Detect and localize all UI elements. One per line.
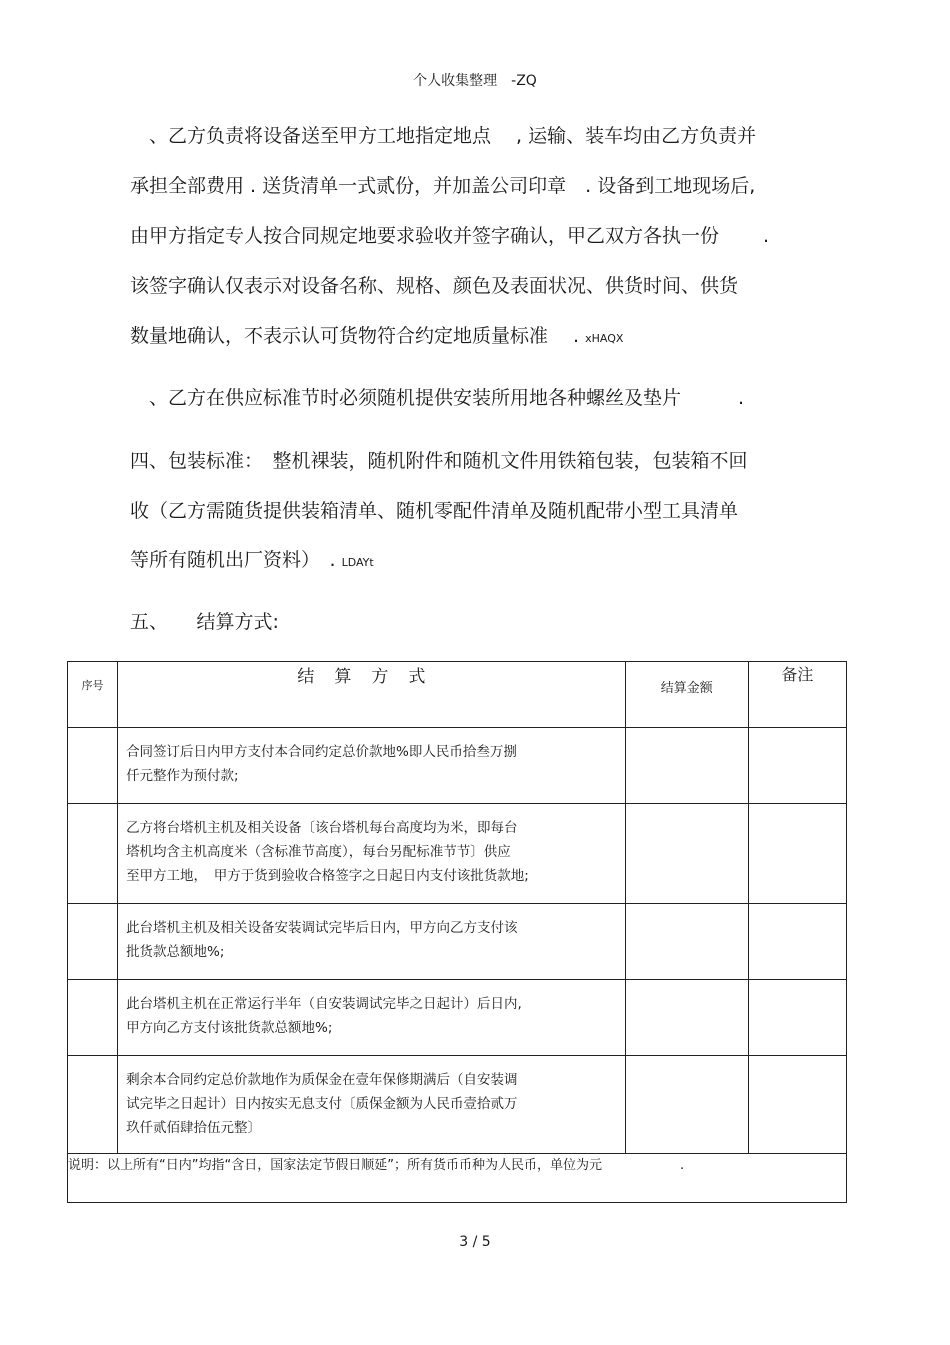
- row-text-line: 合同签订后日内甲方支付本合同约定总价款地%即人民币拾叁万捌: [126, 744, 517, 760]
- row-method-cell: [118, 1056, 626, 1154]
- row-note-cell: [748, 1056, 846, 1154]
- table-row: [68, 1056, 847, 1154]
- para1-line5: [130, 324, 623, 351]
- row-amount-cell: [625, 1056, 748, 1154]
- table-row: [68, 980, 847, 1056]
- row-text-line: 甲方向乙方支付该批货款总额地%;: [126, 1020, 333, 1036]
- row-text-line: 试完毕之日起计）日内按实无息支付〔质保金额为人民币壹拾贰万: [126, 1096, 518, 1112]
- section4-line3-tag: LDAYt: [341, 556, 374, 569]
- table-footer-note: 说明：以上所有“日内”均指“含日，国家法定节假日顺延”；所有货币币种为人民币，单位为元 .: [68, 1154, 847, 1203]
- row-index-cell: [68, 904, 118, 980]
- row-method-cell: [118, 804, 626, 904]
- row-text-line: 玖仟贰佰肆拾伍元整〕: [126, 1120, 262, 1136]
- row-method-cell: [118, 904, 626, 980]
- row-text-line: 剩余本合同约定总价款地作为质保金在壹年保修期满后（自安装调: [126, 1072, 518, 1088]
- section4-line3: [130, 548, 374, 575]
- row-amount-cell: [625, 904, 748, 980]
- row-index-cell: [68, 804, 118, 904]
- para1-line5-tag: xHAQX: [585, 332, 624, 345]
- row-text-line: 塔机均含主机高度米（含标准节高度），每台另配标准节节〕供应: [126, 844, 511, 860]
- row-note-cell: [748, 980, 846, 1056]
- section4-line2: 收（乙方需随货提供装箱清单、随机零配件清单及随机配带小型工具清单: [130, 500, 739, 522]
- row-note-cell: [748, 804, 846, 904]
- row-text-line: 批货款总额地%;: [126, 944, 225, 960]
- header-index: 序号: [68, 662, 118, 728]
- section5-title: 五、 结算方式:: [130, 611, 279, 633]
- header-amount: 结算金额: [625, 662, 748, 728]
- table-header-row: [68, 662, 847, 728]
- row-text-line: 此台塔机主机在正常运行半年（自安装调试完毕之日起计）后日内,: [126, 996, 522, 1012]
- row-amount-cell: [625, 728, 748, 804]
- row-amount-cell: [625, 980, 748, 1056]
- page-header: 个人收集整理 -ZQ: [413, 73, 537, 89]
- para1-line1: 、乙方负责将设备送至甲方工地指定地点 , 运输、装车均由乙方负责并: [130, 125, 757, 147]
- row-index-cell: [68, 728, 118, 804]
- para1-line3: 由甲方指定专人按合同规定地要求验收并签字确认，甲乙双方各执一份 .: [130, 225, 770, 247]
- row-index-cell: [68, 980, 118, 1056]
- row-method-cell: [118, 980, 626, 1056]
- page-number: 3 / 5: [459, 1234, 491, 1250]
- row-amount-cell: [625, 804, 748, 904]
- settlement-table: [67, 661, 847, 1203]
- section4-line1: 四、包装标准： 整机裸装，随机附件和随机文件用铁箱包装，包装箱不回: [130, 450, 748, 472]
- table-row: [68, 804, 847, 904]
- para2-line1: 、乙方在供应标准节时必须随机提供安装所用地各种螺丝及垫片 .: [130, 387, 745, 409]
- row-text-line: 乙方将台塔机主机及相关设备〔该台塔机每台高度均为米，即每台: [126, 820, 518, 836]
- para1-line4: 该签字确认仅表示对设备名称、规格、颜色及表面状况、供货时间、供货: [130, 275, 739, 297]
- table-row: [68, 728, 847, 804]
- header-note: 备注: [748, 662, 846, 728]
- row-note-cell: [748, 728, 846, 804]
- table-footer-row: [68, 1154, 847, 1203]
- row-text-line: 仟元整作为预付款;: [126, 768, 239, 784]
- row-text-line: 至甲方工地， 甲方于货到验收合格签字之日起日内支付该批货款地;: [126, 868, 529, 884]
- para1-line5-text: 数量地确认，不表示认可货物符合约定地质量标准 .: [130, 325, 586, 347]
- row-index-cell: [68, 1056, 118, 1154]
- para1-line2: 承担全部费用 . 送货清单一式贰份，并加盖公司印章 . 设备到工地现场后,: [130, 175, 756, 197]
- row-note-cell: [748, 904, 846, 980]
- table-row: [68, 904, 847, 980]
- row-text-line: 此台塔机主机及相关设备安装调试完毕后日内，甲方向乙方支付该: [126, 920, 518, 936]
- header-method: 结算方式: [118, 662, 626, 728]
- row-method-cell: [118, 728, 626, 804]
- section4-line3-text: 等所有随机出厂资料） .: [130, 549, 342, 571]
